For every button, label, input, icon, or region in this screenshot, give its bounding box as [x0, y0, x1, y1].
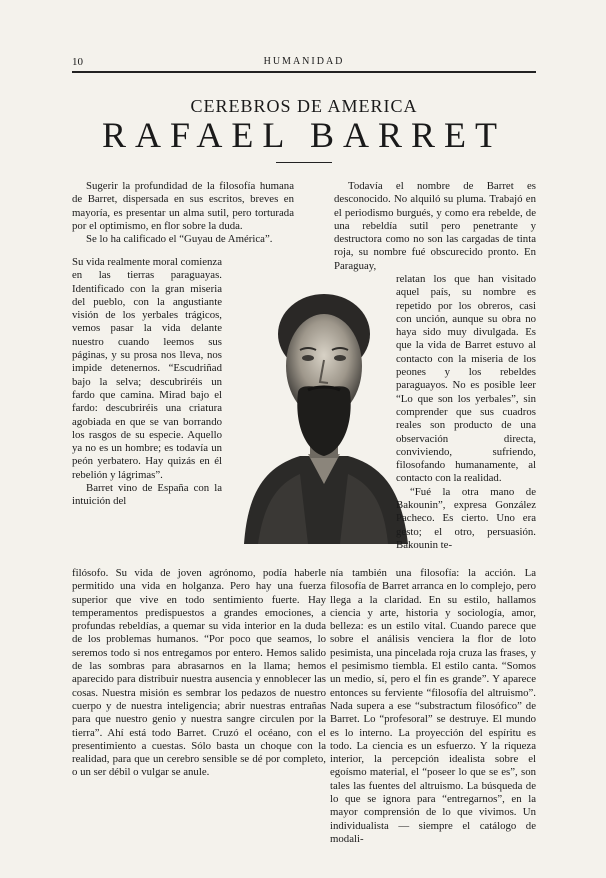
- article-title: RAFAEL BARRET: [101, 115, 506, 155]
- right-paragraph-1: Todavía el nombre de Barret es desconocido. No alquiló su pluma. Trabajó en el periodismo burgués, y como era rebelde, de una rebeldía sutil pero penetrante y destructora como no son las cargadas de tinta roja, su nombre fué obscurecido pronto. En Paraguay,: [334, 180, 536, 272]
- left-column-wrap: [72, 256, 222, 509]
- title-rule: [276, 162, 332, 163]
- portrait-image: [238, 288, 410, 544]
- right-paragraph-2-wrap: “Fué la otra mano de Bakounin”, expresa González Pacheco. Es cierto. Uno era gesto; el otro, persuasión. Bakounin te-: [396, 485, 536, 551]
- left-column-top: [72, 180, 294, 246]
- right-column-wrap: [396, 273, 536, 552]
- page-header: [72, 56, 536, 72]
- left-column-bottom: [72, 567, 326, 780]
- article-kicker: CEREBROS DE AMERICA: [190, 96, 418, 116]
- right-column-top: [334, 180, 536, 273]
- page-number: 10: [72, 56, 83, 68]
- header-rule: [72, 71, 536, 73]
- left-paragraph-2-lead: Se lo ha calificado el “Guyau de América”.: [86, 233, 273, 246]
- right-paragraph-2-full: nía también una filosofía: la acción. La filosofía de Barret arranca en lo complejo, pero llega a la claridad. En su estilo, hallamos ciencia y arte, historia y sociología, amor, belleza: es un estilo vital. Cuando parece que sobre el análisis venciera la flor de loto pesimista, una pincelada roja cruza las frases, y el pesimismo tiembla. El estilo canta. “Somos un medio, sí, pero el fin es grande”. Y aparece entonces su ferviente “filosofía del altruismo”. Nada supera a ese “substractum filosófico” de Barret. Lo “profesoral” se destruye. El mundo es lo interno. La proyección del espíritu es todo. La ciencia es un esfuerzo. Y la riqueza interior, la percepción idealista sobre el egoísmo material, el “poseer lo que se es”, son tales las fuentes del altruismo. La búsqueda de lo que se ignora para “entregarnos”, en la mayor comprensión de lo que vivimos. Un individualista — siempre el catálogo de modali-: [330, 567, 536, 845]
- left-paragraph-3-wrap: Barret vino de España con la intuición del: [72, 482, 222, 508]
- right-column-bottom: [330, 567, 536, 846]
- left-paragraph-3-full: filósofo. Su vida de joven agrónomo, podía haberle permitido una vida en holganza. Pero hay una fuerza superior que vive en todo sentimiento fuerte. Hay temperamentos predispuestos a grandes emociones, a profundas rebeldías, a quemar su vida interior en la duda de los problemas humanos. “Por poco que seamos, lo seremos todo si nos entregamos por entero. Hemos salido de las sombras para abrasarnos en la llama; hemos aparecido para distribuir nuestra ausencia y ennoblecer las cosas. Nuestra misión es sembrar los pedazos de nuestro cuerpo y de nuestra inteligencia; abrir nuestras entrañas para que nuestro genio y nuestra sangre circulen por la tierra”. Ahí está todo Barret. Cruzó el océano, con el presentimiento a cuestas. Sólo basta un choque con la realidad, para que un cerebro sensible se dé por completo, o un ser débil o vulgar se anule.: [72, 567, 326, 779]
- running-head: HUMANIDAD: [263, 56, 345, 67]
- portrait-illustration: [238, 288, 410, 544]
- left-paragraph-1: Sugerir la profundidad de la filosofía humana de Barret, dispersada en sus escritos, breves en mayoría, es presentar un alma sutil, pero torturada por el optimismo, en flor sobre la duda.: [72, 180, 294, 232]
- left-paragraph-2-wrap: Su vida realmente moral comienza en las tierras paraguayas. Identificado con la gran miseria del pueblo, con la angustiante visión de los yerbales trágicos, vemos pasar la vida delante nuestro cuando leemos sus páginas, y su prosa nos lleva, nos impide detenernos. “Escudriñad bajo la selva; descubriréis un fardo que camina. Mirad bajo el fardo: descubriréis una criatura agobiada en que se van borrando los rasgos de su especie. Aquello ya no es un hombre; es todavía un peón yerbatero. Hay quizás en él rebelión y lágrimas”.: [72, 256, 222, 481]
- right-paragraph-1-wrap: relatan los que han visitado aquel país, su nombre es repetido por los obreros, casi con unción, aunque su obra no haya sido muy divulgada. Es que la vida de Barret estuvo al contacto con la miseria de los peones y los rebeldes paraguayos. No es posible leer “Lo que son los yerbales”, sin comprender que sus cuadros reales son producto de una observación directa, conviviendo, sufriendo, filosofando humanamente, al contacto con la realidad.: [396, 273, 536, 485]
